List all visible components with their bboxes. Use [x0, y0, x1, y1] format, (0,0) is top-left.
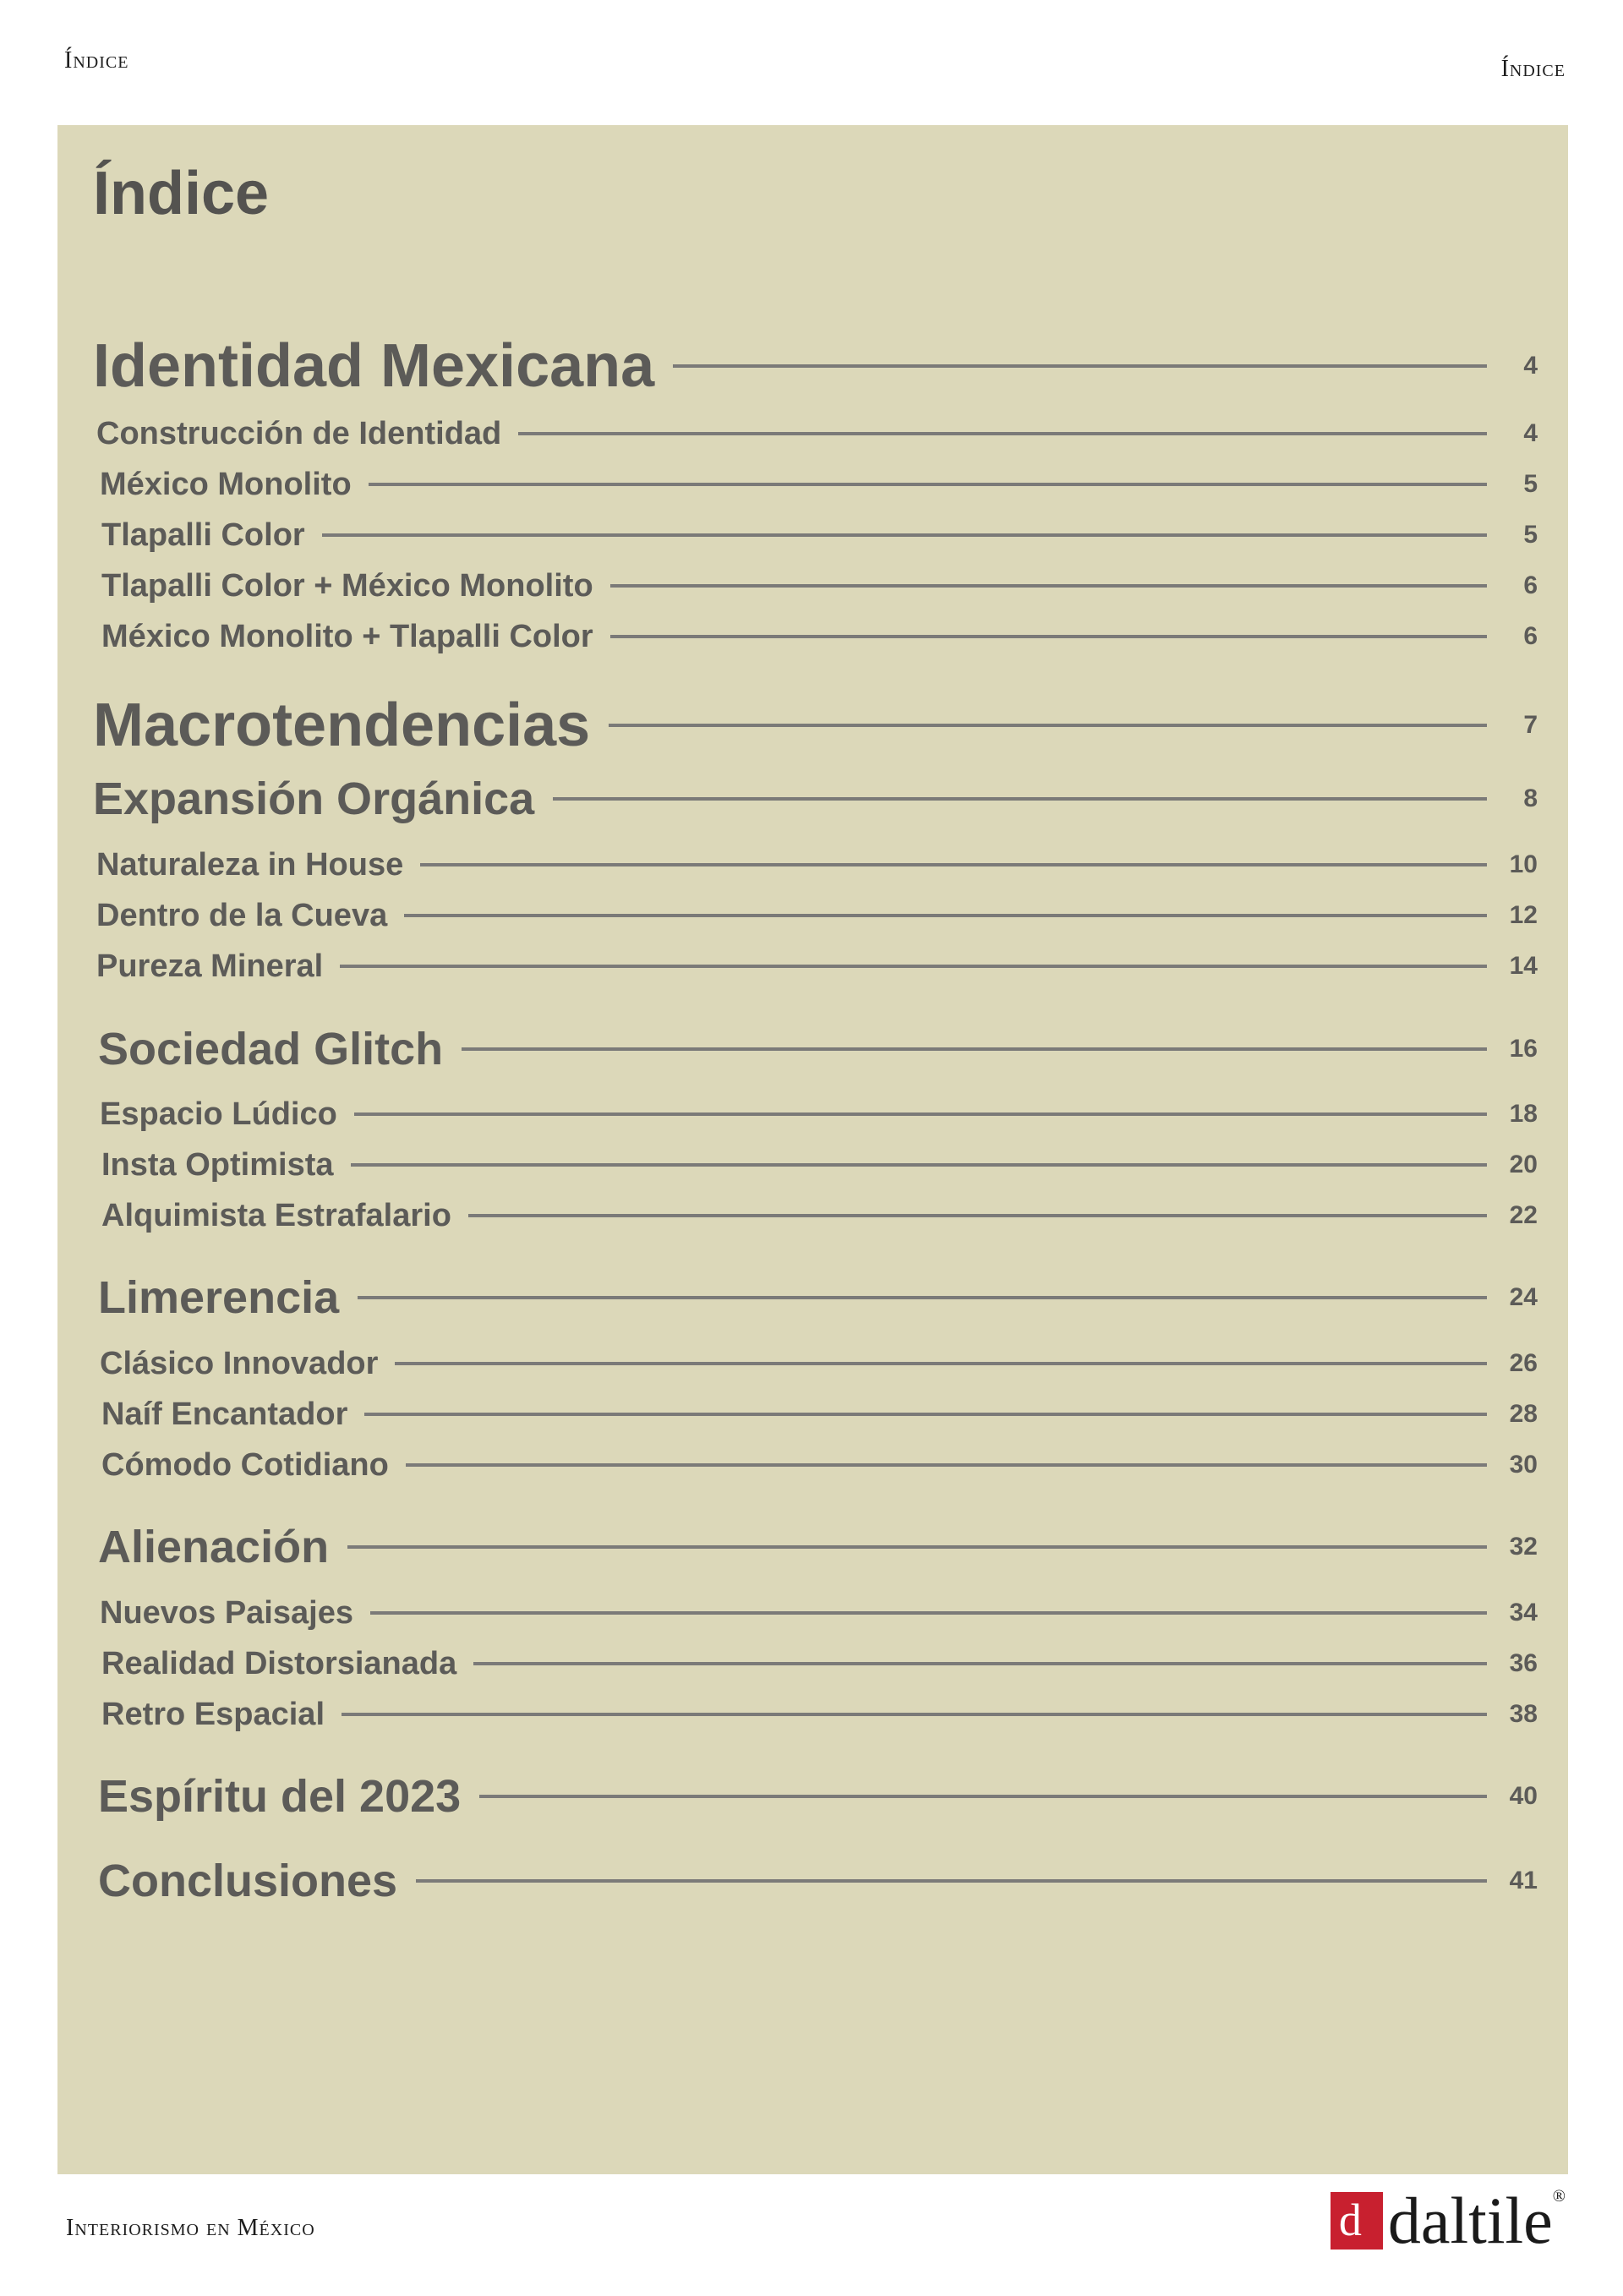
toc-entry-label: Nuevos Paisajes	[100, 1594, 353, 1631]
toc-page-number: 10	[1509, 850, 1538, 878]
toc-entry[interactable]	[101, 1144, 1538, 1186]
toc-entry-label: Sociedad Glitch	[98, 1024, 444, 1074]
toc-page-number: 30	[1509, 1451, 1538, 1479]
running-header-right: Índice	[1500, 56, 1566, 82]
toc-entry[interactable]	[93, 687, 1538, 763]
toc-entry-label: Insta Optimista	[101, 1146, 334, 1183]
toc-entry[interactable]	[98, 1020, 1538, 1079]
toc-entry-label: Identidad Mexicana	[93, 332, 655, 400]
toc-entry-label: Alienación	[98, 1522, 330, 1572]
toc-entry-label: Expansión Orgánica	[93, 774, 535, 824]
toc-title: Índice	[93, 160, 270, 227]
toc-leader-line	[354, 1112, 1487, 1116]
toc-entry[interactable]	[101, 1194, 1538, 1237]
toc-leader-line	[473, 1662, 1487, 1665]
toc-entry[interactable]	[100, 1592, 1538, 1634]
toc-page-number: 7	[1523, 711, 1538, 739]
toc-leader-line	[340, 965, 1487, 968]
toc-leader-line	[479, 1795, 1487, 1798]
toc-entry[interactable]	[98, 1517, 1538, 1577]
toc-page-number: 41	[1509, 1867, 1538, 1894]
toc-entry-label: Naturaleza in House	[96, 846, 404, 883]
toc-entry[interactable]	[98, 1767, 1538, 1826]
daltile-logo-mark-letter: d	[1338, 2195, 1362, 2245]
running-header-left: Índice	[64, 47, 129, 74]
toc-entry-label: Dentro de la Cueva	[96, 897, 388, 933]
toc-page-number: 8	[1523, 784, 1538, 812]
toc-entry[interactable]	[96, 844, 1538, 886]
toc-entry-label: Cómodo Cotidiano	[101, 1446, 389, 1483]
footer-publication-title: Interiorismo en México	[66, 2215, 315, 2241]
toc-entry[interactable]	[93, 328, 1538, 404]
toc-page-number: 14	[1509, 952, 1538, 980]
toc-page-number: 5	[1523, 470, 1538, 498]
toc-page-number: 26	[1509, 1349, 1538, 1377]
toc-entry-label: México Monolito + Tlapalli Color	[101, 618, 593, 654]
toc-entry-label: México Monolito	[100, 466, 352, 502]
toc-page-number: 18	[1509, 1100, 1538, 1128]
toc-entry[interactable]	[101, 565, 1538, 607]
toc-leader-line	[610, 584, 1487, 588]
toc-leader-line	[609, 724, 1487, 727]
toc-leader-line	[342, 1713, 1487, 1716]
toc-leader-line	[322, 533, 1487, 537]
daltile-logo-mark	[1331, 2192, 1383, 2250]
toc-entry[interactable]	[100, 1093, 1538, 1135]
toc-leader-line	[673, 364, 1487, 368]
toc-leader-line	[404, 914, 1487, 917]
toc-entry-label: Tlapalli Color + México Monolito	[101, 567, 593, 604]
toc-entry-label: Clásico Innovador	[100, 1345, 379, 1381]
toc-leader-line	[347, 1545, 1487, 1549]
toc-leader-line	[610, 635, 1487, 638]
toc-entry[interactable]	[101, 615, 1538, 658]
toc-page-number: 38	[1509, 1700, 1538, 1728]
toc-entry-label: Realidad Distorsianada	[101, 1645, 457, 1681]
toc-entry[interactable]	[101, 1393, 1538, 1435]
toc-entry-label: Tlapalli Color	[101, 517, 305, 553]
toc-entry-label: Construcción de Identidad	[96, 415, 502, 451]
toc-page-number: 5	[1523, 521, 1538, 549]
toc-leader-line	[351, 1163, 1488, 1167]
toc-page-number: 40	[1509, 1782, 1538, 1810]
toc-entry-label: Espacio Lúdico	[100, 1096, 337, 1132]
toc-entry[interactable]	[98, 1268, 1538, 1327]
toc-page-number: 12	[1509, 901, 1538, 929]
toc-leader-line	[518, 432, 1487, 435]
toc-leader-line	[553, 797, 1487, 801]
registered-mark: ®	[1552, 2187, 1566, 2206]
toc-page-number: 32	[1509, 1533, 1538, 1561]
toc-leader-line	[395, 1362, 1487, 1365]
toc-entry[interactable]	[96, 894, 1538, 937]
toc-page-number: 36	[1509, 1649, 1538, 1677]
toc-page-number: 4	[1523, 352, 1538, 380]
toc-page-number: 34	[1509, 1599, 1538, 1626]
toc-leader-line	[420, 863, 1487, 866]
toc-leader-line	[370, 1611, 1487, 1615]
toc-leader-line	[406, 1463, 1487, 1467]
toc-page-number: 6	[1523, 622, 1538, 650]
toc-page-number: 6	[1523, 571, 1538, 599]
toc-panel	[57, 125, 1568, 2174]
toc-entry[interactable]	[101, 514, 1538, 556]
daltile-logo	[1331, 2184, 1566, 2257]
toc-leader-line	[462, 1047, 1487, 1051]
toc-leader-line	[416, 1879, 1487, 1883]
toc-leader-line	[468, 1214, 1487, 1217]
toc-entry-label: Retro Espacial	[101, 1696, 325, 1732]
toc-entry[interactable]	[101, 1444, 1538, 1486]
toc-entry[interactable]	[100, 463, 1538, 506]
toc-entry-label: Conclusiones	[98, 1856, 398, 1906]
toc-page-number: 22	[1509, 1201, 1538, 1229]
daltile-logo-wordmark	[1387, 2184, 1566, 2257]
toc-entry[interactable]	[98, 1851, 1538, 1911]
toc-leader-line	[369, 483, 1487, 486]
toc-entry-label: Limerencia	[98, 1272, 340, 1323]
toc-page-number: 28	[1509, 1400, 1538, 1428]
toc-entry[interactable]	[101, 1693, 1538, 1736]
toc-entry[interactable]	[96, 413, 1538, 455]
toc-page-number: 20	[1509, 1151, 1538, 1178]
toc-page-number: 16	[1509, 1035, 1538, 1063]
toc-entry[interactable]	[93, 769, 1538, 828]
toc-entry[interactable]	[96, 945, 1538, 987]
toc-entry-label: Alquimista Estrafalario	[101, 1197, 451, 1233]
daltile-logo-text: daltile	[1387, 2184, 1553, 2257]
toc-page-number: 4	[1523, 419, 1538, 447]
toc-entry-label: Pureza Mineral	[96, 948, 324, 984]
toc-entry[interactable]	[100, 1342, 1538, 1385]
toc-entry-label: Macrotendencias	[93, 692, 591, 759]
toc-entry[interactable]	[101, 1643, 1538, 1685]
toc-page-number: 24	[1509, 1283, 1538, 1311]
toc-leader-line	[364, 1413, 1487, 1416]
toc-entry-label: Naíf Encantador	[101, 1396, 348, 1432]
toc-entry-label: Espíritu del 2023	[98, 1771, 462, 1822]
toc-leader-line	[358, 1296, 1487, 1299]
